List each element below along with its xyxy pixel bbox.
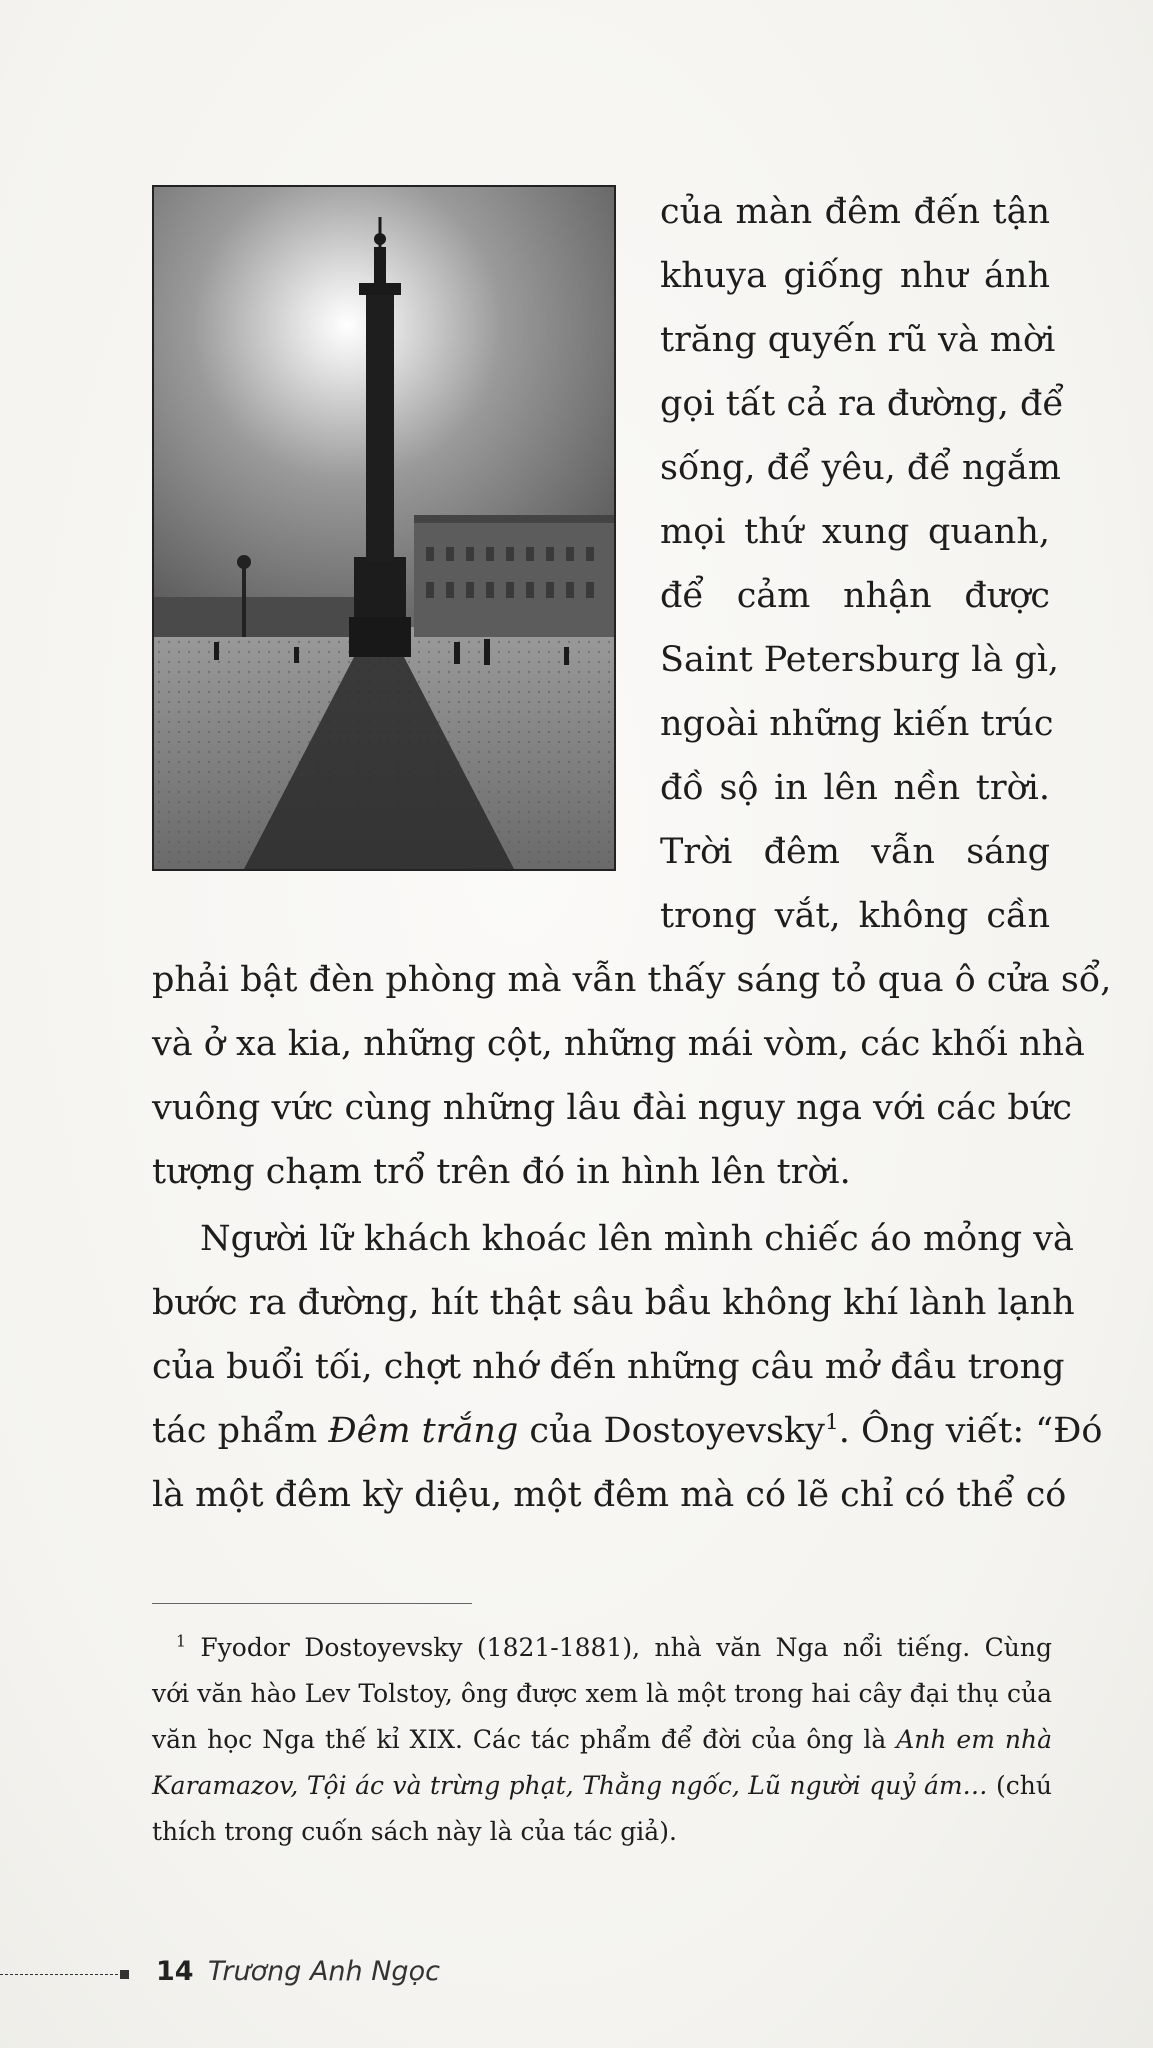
text-line: gọi tất cả ra đường, để	[660, 384, 1064, 424]
text-line: vuông vức cùng những lâu đài nguy nga với các bức	[152, 1088, 1072, 1128]
text-line: Saint Petersburg là gì,	[660, 640, 1060, 680]
paragraph-two	[152, 1207, 1103, 1527]
text-line: tượng chạm trổ trên đó in hình lên trời.	[152, 1152, 851, 1192]
footnote-line: với văn hào Lev Tolstoy, ông được xem là một trong hai cây đại thụ của	[152, 1679, 1052, 1708]
footnote-line	[152, 1763, 1052, 1809]
text-line: và ở xa kia, những cột, những mái vòm, các khối nhà	[152, 1024, 1085, 1064]
running-author: Trương Anh Ngọc	[208, 1956, 440, 1987]
photo-illustration	[154, 187, 614, 869]
text-line: sống, để yêu, để ngắm	[660, 448, 1061, 488]
footnote-reference[interactable]: 1	[824, 1409, 839, 1435]
wrapped-text-block	[660, 180, 1064, 948]
text-line: khuya giống như ánh	[660, 256, 1050, 296]
page-footer	[0, 1950, 600, 2000]
text-run-italic: Anh em nhà	[896, 1725, 1053, 1754]
text-run: văn học Nga thế kỉ XIX. Các tác phẩm để đời của ông là	[152, 1725, 897, 1754]
footnote-marker: 1	[176, 1632, 186, 1651]
text-run: của Dostoyevsky	[518, 1411, 825, 1451]
text-line: Trời đêm vẫn sáng	[660, 832, 1050, 872]
footnote-line	[152, 1717, 1052, 1763]
text-line: của màn đêm đến tận	[660, 192, 1050, 232]
book-title-italic: Đêm trắng	[328, 1411, 519, 1451]
text-line: Người lữ khách khoác lên mình chiếc áo mỏng và	[200, 1219, 1074, 1259]
text-run: tác phẩm	[152, 1411, 329, 1451]
text-line: ngoài những kiến trúc	[660, 704, 1054, 744]
text-run: (chú	[987, 1771, 1053, 1800]
page-number: 14	[156, 1956, 194, 1987]
footnote-line	[152, 1625, 1052, 1671]
text-run: Fyodor Dostoyevsky (1821-1881), nhà văn Nga nổi tiếng. Cùng	[200, 1633, 1052, 1662]
text-line: để cảm nhận được	[660, 576, 1050, 616]
text-line: trăng quyến rũ và mời	[660, 320, 1056, 360]
footnote-line: thích trong cuốn sách này là của tác giả).	[152, 1817, 677, 1846]
column-silhouette-photo-icon	[152, 185, 616, 871]
footer-rule	[0, 1974, 118, 1975]
footer-square-icon	[120, 1970, 129, 1979]
text-line	[152, 1399, 1103, 1463]
text-run-italic: Karamazov, Tội ác và trừng phạt, Thằng ngốc, Lũ người quỷ ám…	[152, 1771, 988, 1800]
text-line: phải bật đèn phòng mà vẫn thấy sáng tỏ qua ô cửa sổ,	[152, 960, 1112, 1000]
paragraph-continuation	[152, 948, 1112, 1204]
footnote	[152, 1625, 1052, 1855]
text-line: trong vắt, không cần	[660, 896, 1050, 936]
text-line: là một đêm kỳ diệu, một đêm mà có lẽ chỉ có thể có	[152, 1475, 1067, 1515]
text-line: của buổi tối, chợt nhớ đến những câu mở đầu trong	[152, 1347, 1065, 1387]
footnote-divider	[152, 1603, 472, 1604]
text-line: bước ra đường, hít thật sâu bầu không khí lành lạnh	[152, 1283, 1075, 1323]
text-line: mọi thứ xung quanh,	[660, 512, 1050, 552]
text-line: đồ sộ in lên nền trời.	[660, 768, 1050, 808]
text-run: . Ông viết: “Đó	[838, 1411, 1103, 1451]
